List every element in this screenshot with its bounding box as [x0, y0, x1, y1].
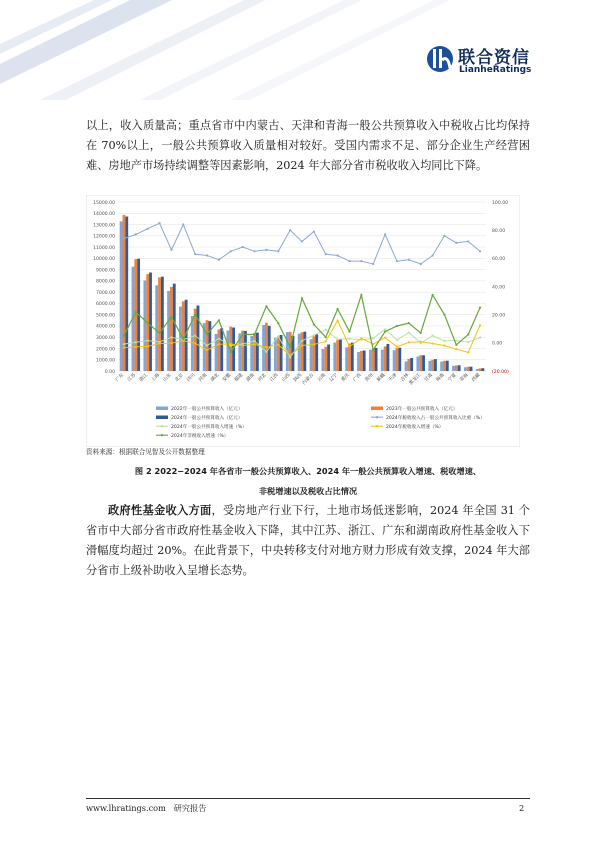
series-point	[194, 314, 196, 316]
bar-2023	[407, 359, 410, 371]
series-point	[408, 341, 410, 343]
series-point	[467, 240, 469, 242]
footer-website[interactable]: www.lhratings.com	[86, 803, 166, 813]
category-label: 北京	[174, 372, 185, 384]
series-point	[443, 344, 445, 346]
series-point	[455, 242, 457, 244]
series-point	[431, 342, 433, 344]
series-point	[348, 338, 350, 340]
series-point	[348, 260, 350, 262]
bar-2023	[419, 355, 422, 371]
bar-2022	[345, 347, 348, 371]
series-point	[265, 351, 267, 353]
category-label: 上海	[150, 372, 161, 384]
series-point	[206, 344, 208, 346]
bar-2022	[191, 316, 194, 371]
category-label: 重庆	[340, 372, 351, 384]
series-point	[348, 345, 350, 347]
left-axis-tick-label: 9000.00	[96, 268, 115, 274]
series-point	[420, 263, 422, 265]
series-point	[384, 233, 386, 235]
series-point	[170, 316, 172, 318]
bar-2024	[303, 332, 306, 371]
category-label: 海南	[435, 372, 446, 384]
series-point	[277, 250, 279, 252]
category-label: 新疆	[376, 372, 387, 384]
bar-2024	[470, 367, 473, 371]
series-point	[313, 230, 315, 232]
series-point	[431, 294, 433, 296]
category-label: 陕西	[293, 372, 304, 384]
bar-2022	[298, 334, 301, 371]
series-point	[420, 332, 422, 334]
series-point	[242, 344, 244, 346]
figure-caption-line2: 非税增速以及税收占比情况	[258, 486, 358, 496]
bar-2024	[351, 343, 354, 371]
legend-swatch-marker	[161, 425, 163, 427]
series-point	[431, 254, 433, 256]
bar-2024	[220, 328, 223, 371]
series-point	[265, 305, 267, 307]
category-label: 内蒙古	[301, 372, 316, 387]
series-point	[230, 343, 232, 345]
series-point	[135, 233, 137, 235]
series-point	[182, 338, 184, 340]
category-label: 辽宁	[328, 372, 340, 384]
series-point	[170, 336, 172, 338]
legend-label: 2024年税收收入占一般公共预算收入比重（%）	[386, 416, 485, 421]
bar-2022	[393, 350, 396, 371]
paragraph-2-text: ，受房地产行业下行，土地市场低迷影响，2024 年全国 31 个省市中大部分省市政府性基金收入下降，其中江苏、浙江、广东和湖南政府性基金收入下滑幅度均超过 20%。在此背景下，中央转移支付对地方财力形成有效支撑，2024 年大部分省市上级补助收入呈增长态势。	[86, 504, 530, 577]
series-point	[467, 333, 469, 335]
bar-2022	[227, 331, 230, 371]
series-point	[337, 338, 339, 340]
category-label: 贵州	[364, 372, 375, 384]
series-point	[408, 259, 410, 261]
left-axis-tick-label: 2000.00	[96, 347, 115, 353]
series-point	[147, 228, 149, 230]
legend-label: 2024年税收收入增速（%）	[386, 425, 444, 430]
bar-2024	[208, 321, 211, 371]
series-point	[147, 322, 149, 324]
bar-2022	[428, 361, 431, 371]
legend-label: 2023年一般公共预算收入（亿元）	[386, 407, 458, 412]
bar-2022	[155, 285, 158, 371]
category-label: 甘肃	[423, 372, 434, 384]
bar-2022	[416, 356, 419, 371]
left-axis-tick-label: 3000.00	[96, 336, 115, 341]
legend-swatch-marker	[376, 425, 378, 427]
bar-2024	[446, 361, 449, 371]
series-point	[218, 259, 220, 261]
left-axis-tick-label: 8000.00	[96, 279, 115, 285]
series-point	[372, 349, 374, 351]
series-point	[242, 246, 244, 248]
series-point	[158, 332, 160, 334]
paragraph-2-lead: 政府性基金收入方面	[108, 503, 212, 517]
series-point	[313, 343, 315, 345]
bar-2024	[481, 368, 484, 371]
logo-chinese-name: 联合资信	[458, 48, 530, 68]
left-axis-tick-label: 10000.00	[93, 257, 115, 263]
bar-2024	[398, 348, 401, 371]
left-axis-tick-label: 4000.00	[96, 324, 115, 330]
series-point	[206, 349, 208, 351]
series-point	[479, 336, 481, 338]
bar-2022	[333, 343, 336, 371]
series-point	[396, 346, 398, 348]
category-label: 西藏	[471, 372, 482, 384]
category-label: 山东	[162, 372, 173, 384]
series-point	[408, 331, 410, 333]
series-point	[301, 297, 303, 299]
footer-doc-type: 研究报告	[173, 803, 207, 813]
series-point	[253, 343, 255, 345]
right-axis-tick-label: 40.00	[492, 285, 506, 291]
revenue-chart	[86, 195, 520, 447]
series-point	[384, 337, 386, 339]
left-axis-tick-label: 14000.00	[93, 212, 115, 218]
bar-2022	[476, 369, 479, 371]
series-point	[443, 235, 445, 237]
bar-2022	[369, 350, 372, 371]
series-point	[253, 250, 255, 252]
series-point	[218, 319, 220, 321]
bar-2023	[431, 360, 434, 371]
category-label: 江苏	[127, 372, 138, 384]
series-point	[479, 307, 481, 309]
category-label: 宁夏	[447, 372, 458, 384]
series-point	[348, 330, 350, 332]
bar-2023	[301, 332, 304, 371]
series-point	[265, 346, 267, 348]
bar-2022	[440, 362, 443, 371]
bar-2024	[149, 273, 152, 371]
series-point	[396, 339, 398, 341]
bar-2023	[396, 348, 399, 371]
series-point	[123, 343, 125, 345]
series-point	[301, 344, 303, 346]
series-point	[123, 238, 125, 240]
left-axis-tick-label: 7000.00	[96, 290, 115, 296]
series-point	[443, 314, 445, 316]
series-point	[123, 347, 125, 349]
bar-2023	[324, 347, 327, 371]
bar-2024	[161, 277, 164, 371]
bar-2023	[336, 340, 339, 371]
left-axis-tick-label: 11000.00	[93, 245, 115, 251]
page-number: 2	[519, 803, 525, 813]
series-point	[455, 348, 457, 350]
series-point	[194, 342, 196, 344]
series-point	[325, 340, 327, 342]
series-point	[277, 322, 279, 324]
series-point	[396, 260, 398, 262]
category-label: 浙江	[138, 372, 150, 384]
category-label: 湖北	[210, 372, 221, 384]
bar-2023	[372, 349, 375, 371]
series-point	[289, 354, 291, 356]
bar-2024	[327, 345, 330, 371]
left-axis-tick-label: 12000.00	[93, 234, 115, 240]
series-point	[408, 322, 410, 324]
category-label: 广东	[115, 372, 126, 384]
body-paragraph-1: 以上，收入质量高；重点省市中内蒙古、天津和青海一般公共预算收入中税收占比均保持在 70%以上，一般公共预算收入质量相对较好。受国内需求不足、部分企业生产经营困难、房地产市场持续调整等因素影响，2024 年大部分省市税收收入均同比下降。	[86, 119, 530, 172]
bar-2022	[167, 291, 170, 371]
series-point	[253, 340, 255, 342]
series-point	[158, 222, 160, 224]
legend-swatch	[156, 407, 168, 411]
category-label: 江西	[269, 372, 280, 384]
legend-label: 2024年非税收入增速（%）	[171, 434, 229, 439]
series-point	[218, 338, 220, 340]
bar-2023	[467, 367, 470, 371]
series-point	[194, 335, 196, 337]
bar-2023	[455, 365, 458, 371]
bar-2024	[256, 333, 259, 371]
bar-2024	[244, 331, 247, 371]
right-axis-tick-label: 20.00	[492, 313, 506, 319]
series-point	[194, 253, 196, 255]
bar-2023	[253, 333, 256, 371]
category-label: 天津	[388, 372, 399, 384]
category-label: 河南	[198, 372, 209, 384]
series-point	[147, 345, 149, 347]
bar-2024	[363, 350, 366, 371]
bar-2022	[310, 339, 313, 371]
right-axis-tick-label: (20.00)	[492, 369, 509, 375]
series-point	[443, 340, 445, 342]
series-point	[360, 260, 362, 262]
series-point	[265, 249, 267, 251]
bar-2023	[158, 277, 161, 371]
legend-label: 2024年一般公共预算收入增速（%）	[171, 425, 247, 430]
category-label: 福建	[233, 372, 245, 384]
category-label: 黑龙江	[408, 372, 423, 387]
bar-2023	[312, 336, 315, 371]
legend-swatch	[371, 407, 383, 411]
legend-swatch-marker	[161, 434, 163, 436]
series-point	[479, 250, 481, 252]
company-logo	[426, 42, 556, 82]
series-point	[431, 335, 433, 337]
series-point	[420, 341, 422, 343]
left-axis-tick-label: 0.00	[104, 369, 115, 375]
footer-left	[86, 803, 206, 814]
logo-mark-icon	[426, 42, 460, 76]
series-point	[467, 341, 469, 343]
series-point	[325, 329, 327, 331]
series-point	[182, 223, 184, 225]
bar-2022	[357, 352, 360, 371]
series-point	[253, 333, 255, 335]
bar-2023	[170, 287, 173, 371]
right-axis-tick-label: 100.00	[492, 200, 509, 206]
left-axis-tick-label: 15000.00	[93, 200, 115, 206]
series-point	[218, 343, 220, 345]
category-label: 安徽	[222, 372, 233, 384]
bar-2023	[289, 332, 292, 371]
right-axis-tick-label: 0.00	[492, 341, 503, 347]
bar-2024	[458, 365, 461, 371]
series-point	[158, 342, 160, 344]
right-axis-tick-label: 60.00	[492, 257, 506, 263]
category-label: 云南	[316, 372, 328, 384]
bar-2023	[479, 368, 482, 371]
bar-2023	[348, 343, 351, 371]
series-point	[170, 249, 172, 251]
series-point	[147, 339, 149, 341]
bar-2023	[360, 351, 363, 371]
bar-2022	[120, 221, 123, 371]
bar-2022	[452, 366, 455, 371]
series-point	[170, 342, 172, 344]
chart-source-note: 资料来源：根据联合见智及公开数据整理	[86, 448, 205, 456]
legend-label: 2022年一般公共预算收入（亿元）	[171, 407, 243, 412]
bar-2023	[277, 337, 280, 371]
left-axis-tick-label: 6000.00	[96, 302, 115, 308]
series-point	[372, 263, 374, 265]
series-point	[289, 346, 291, 348]
series-point	[277, 335, 279, 337]
series-point	[337, 319, 339, 321]
legend-swatch-marker	[376, 416, 378, 418]
bar-2022	[464, 367, 467, 371]
series-point	[277, 344, 279, 346]
bar-2024	[422, 355, 425, 371]
left-axis-tick-label: 5000.00	[96, 313, 115, 319]
logo-english-name: LianheRatings	[459, 65, 532, 75]
bar-2024	[339, 339, 342, 371]
category-label: 广西	[352, 372, 363, 384]
body-paragraph-2	[86, 500, 530, 581]
category-label: 吉林	[400, 372, 411, 384]
series-point	[123, 335, 125, 337]
bar-2023	[443, 361, 446, 371]
legend-label: 2024年一般公共预算收入（亿元）	[171, 416, 243, 421]
bar-2024	[387, 344, 390, 371]
series-point	[301, 240, 303, 242]
series-point	[384, 328, 386, 330]
series-point	[313, 323, 315, 325]
category-label: 四川	[186, 372, 197, 384]
figure-caption-line1: 图 2 2022−2024 年各省市一般公共预算收入、2024 年一般公共预算收入增速、税收增速、	[134, 466, 482, 476]
bar-2022	[405, 361, 408, 371]
series-point	[135, 311, 137, 313]
bar-2022	[381, 350, 384, 371]
series-point	[384, 330, 386, 332]
series-point	[135, 341, 137, 343]
category-label: 湖南	[245, 372, 256, 384]
series-point	[372, 337, 374, 339]
series-point	[242, 333, 244, 335]
category-label: 山西	[281, 372, 292, 384]
series-point	[206, 254, 208, 256]
series-point	[337, 308, 339, 310]
series-point	[289, 229, 291, 231]
right-axis-tick-label: 80.00	[492, 228, 506, 234]
bar-2022	[143, 280, 146, 371]
footer-divider	[86, 798, 530, 799]
series-point	[325, 336, 327, 338]
series-point	[467, 351, 469, 353]
bar-2023	[217, 329, 220, 371]
bar-2024	[375, 348, 378, 371]
series-point	[289, 356, 291, 358]
series-point	[313, 334, 315, 336]
series-point	[230, 351, 232, 353]
bar-2024	[410, 358, 413, 371]
bar-2022	[274, 338, 277, 371]
category-label: 河北	[257, 372, 268, 384]
series-point	[360, 337, 362, 339]
bar-2024	[434, 359, 437, 371]
bar-2024	[173, 284, 176, 371]
series-point	[455, 344, 457, 346]
left-axis-tick-label: 1000.00	[96, 358, 115, 364]
bar-2024	[315, 334, 318, 371]
series-point	[337, 254, 339, 256]
series-point	[206, 333, 208, 335]
category-label: 青海	[459, 372, 470, 384]
series-point	[396, 325, 398, 327]
bar-2022	[322, 349, 325, 371]
series-point	[325, 253, 327, 255]
series-point	[479, 324, 481, 326]
left-axis-tick-label: 13000.00	[93, 223, 115, 229]
bar-2023	[384, 346, 387, 371]
series-point	[230, 250, 232, 252]
series-point	[301, 340, 303, 342]
legend-swatch	[156, 416, 168, 420]
series-point	[135, 346, 137, 348]
series-point	[360, 294, 362, 296]
